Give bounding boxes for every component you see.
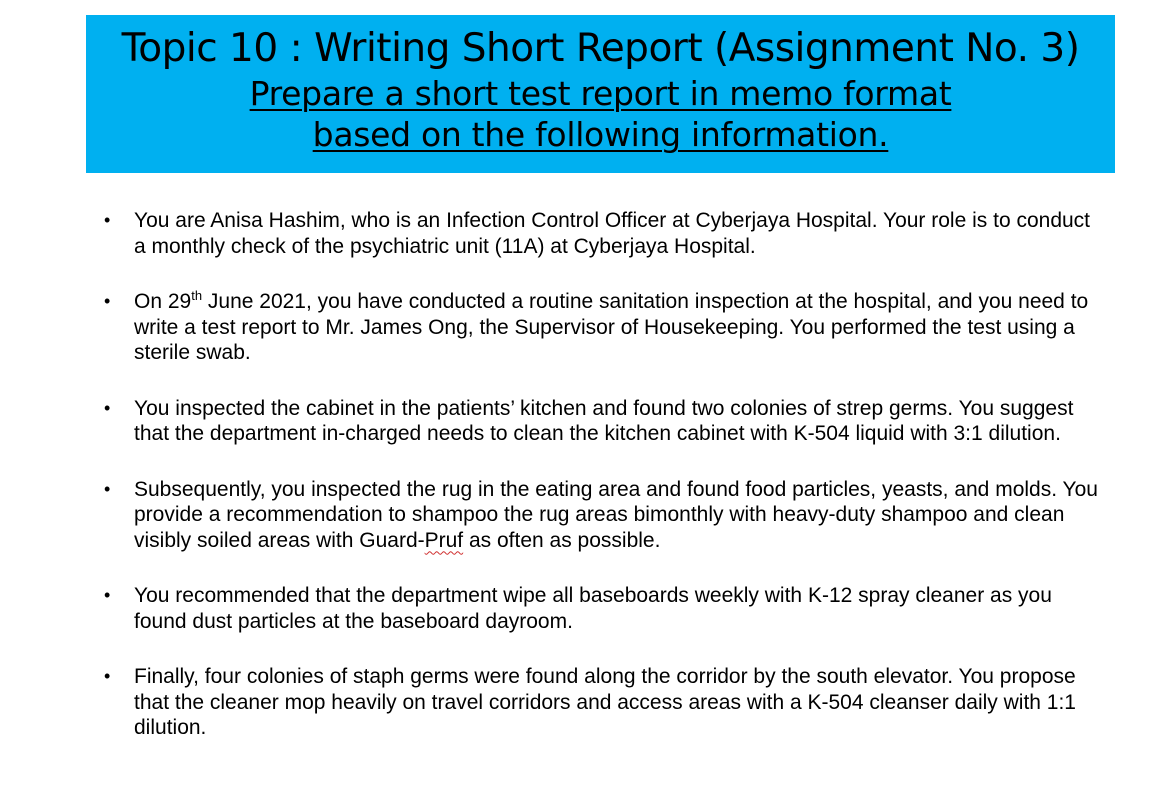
list-item-text-start: On 29	[134, 290, 192, 313]
list-item-text: Finally, four colonies of staph germs were found along the corridor by the south elevator. You propose that the cleaner mop heavily on travel corridors and access areas with a K-504 cleanser daily with 1:1 dilution.	[134, 665, 1076, 739]
instruction-list	[100, 208, 1100, 741]
bullet-icon: •	[104, 210, 111, 230]
bullet-icon: •	[104, 291, 111, 311]
subtitle-line-2: based on the following information.	[312, 115, 889, 154]
list-item-text-end: as often as possible.	[463, 528, 661, 552]
list-item	[100, 396, 1100, 447]
list-item	[100, 289, 1100, 366]
list-item-text-start: Subsequently, you inspected the rug in the eating area and found food particles, yeasts, and molds. You provide a recommendation to shampoo the rug areas bimonthly with heavy-duty shampoo and clean visibly soiled areas with Guard-	[134, 477, 1098, 552]
list-item	[100, 208, 1100, 259]
list-item-text-end: June 2021, you have conducted a routine sanitation inspection at the hospital, and you need to write a test report to Mr. James Ong, the Supervisor of Housekeeping. You performed the test using a sterile swab.	[134, 290, 1089, 364]
header-banner	[86, 15, 1115, 173]
page-subtitle	[86, 73, 1115, 155]
list-item-text: You inspected the cabinet in the patients’ kitchen and found two colonies of strep germs. You suggest that the department in-charged needs to clean the kitchen cabinet with K-504 liquid with 3:1 dilution.	[134, 396, 1074, 445]
bullet-icon: •	[104, 585, 111, 605]
bullet-icon: •	[104, 666, 111, 686]
page-title: Topic 10 : Writing Short Report (Assignment No. 3)	[121, 26, 1080, 71]
bullet-icon: •	[104, 397, 111, 418]
list-item-text: You recommended that the department wipe all baseboards weekly with K-12 spray cleaner as you found dust particles at the baseboard dayroom.	[134, 584, 1052, 633]
spellcheck-flagged-word: Pruf	[424, 528, 464, 552]
subtitle-line-1: Prepare a short test report in memo format	[249, 74, 952, 113]
list-item-text: You are Anisa Hashim, who is an Infection Control Officer at Cyberjaya Hospital. Your role is to conduct a monthly check of the psychiatric unit (11A) at Cyberjaya Hospital.	[134, 209, 1091, 258]
list-item	[100, 664, 1100, 741]
list-item	[100, 583, 1100, 634]
list-item	[100, 477, 1100, 554]
ordinal-suffix: th	[191, 288, 203, 303]
bullet-icon: •	[104, 478, 111, 499]
